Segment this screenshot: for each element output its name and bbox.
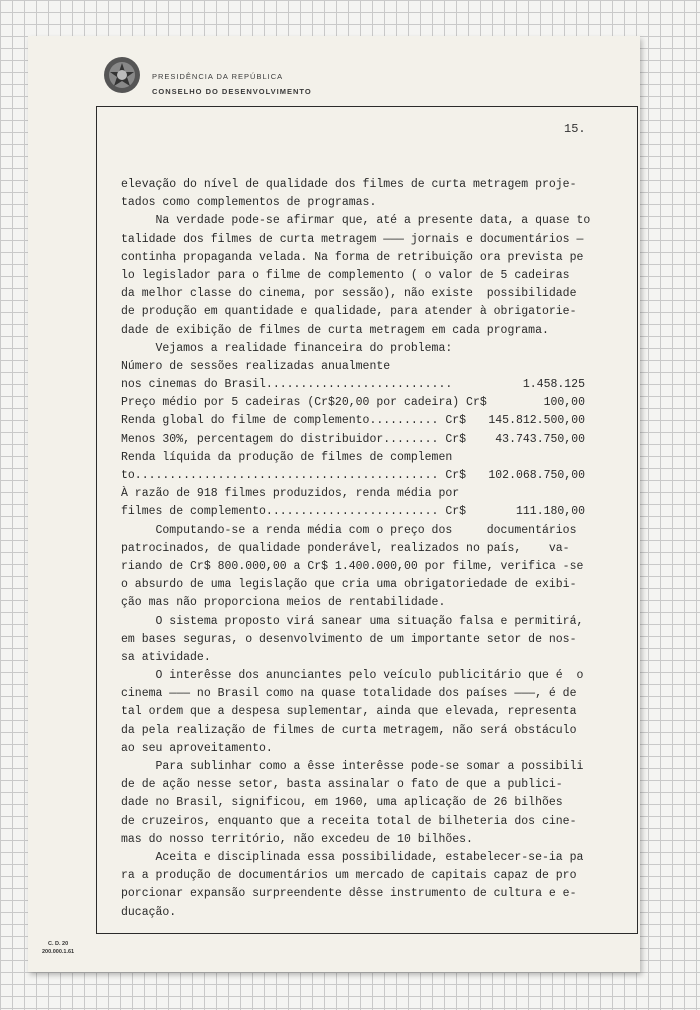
- text-line: elevação do nível de qualidade dos filmes de curta metragem proje-: [121, 178, 577, 191]
- table-row-label: Menos 30%, percentagem do distribuidor........ Cr$: [121, 432, 467, 446]
- text-line: mas do nosso território, não excedeu de 10 bilhões.: [121, 832, 473, 846]
- form-code-2: 200.000.1.61: [42, 949, 75, 955]
- text-line: da melhor classe do cinema, por sessão), não existe possibilidade: [121, 287, 577, 301]
- table-row-amount: 111.180,00: [515, 505, 585, 519]
- table-row-label: to............................................ Cr$: [121, 469, 467, 482]
- table-row-label: nos cinemas do Brasil...........................: [121, 378, 453, 392]
- text-line: o absurdo de uma legislação que cria uma obrigatoriedade de exibi-: [121, 578, 577, 592]
- table-row-amount: 102.068.750,00: [488, 469, 585, 482]
- text-line: de produção em quantidade e qualidade, para atender à obrigatorie-: [121, 305, 577, 319]
- table-row: [121, 485, 611, 503]
- text-line: ção mas não proporciona meios de rentabilidade.: [121, 596, 446, 610]
- text-line: continha propaganda velada. Na forma de retribuição ora prevista pe: [121, 250, 584, 264]
- page-number: 15.: [564, 122, 586, 136]
- coat-of-arms-seal: [102, 55, 142, 95]
- text-line: lo legislador para o filme de complemento ( o valor de 5 cadeiras: [121, 268, 570, 282]
- org-line-1: PRESIDÊNCIA DA REPÚBLICA: [152, 72, 284, 81]
- org-line-2: CONSELHO DO DESENVOLVIMENTO: [152, 87, 312, 96]
- paragraphs-top: [121, 176, 611, 358]
- table-row: [121, 449, 611, 467]
- form-code: [42, 941, 74, 957]
- text-line: dade de exibição de filmes de curta metragem em cada programa.: [121, 323, 549, 337]
- text-line: O interêsse dos anunciantes pelo veículo publicitário que é o: [121, 669, 584, 683]
- table-row-amount: 1.458.125: [522, 378, 585, 392]
- table-row-amount: 100,00: [543, 396, 585, 410]
- table-row-label: Número de sessões realizadas anualmente: [121, 359, 391, 373]
- text-line: ao seu aproveitamento.: [121, 741, 273, 755]
- table-row-label: filmes de complemento......................... Cr$: [121, 505, 467, 519]
- text-line: de cruzeiros, enquanto que a receita total de bilheteria dos cine-: [121, 814, 577, 828]
- table-row: [121, 358, 611, 376]
- table-row: [121, 412, 611, 430]
- text-line: da pela realização de filmes de curta metragem, não será obstáculo: [121, 723, 577, 737]
- table-row: [121, 503, 611, 521]
- body-text: [121, 176, 611, 922]
- text-line: O sistema proposto virá sanear uma situação falsa e permitirá,: [121, 614, 584, 628]
- letterhead: [152, 72, 312, 96]
- text-line: porcionar expansão surpreendente dêsse instrumento de cultura e e-: [121, 887, 577, 901]
- table-row-label: Preço médio por 5 cadeiras (Cr$20,00 por cadeira) Cr$: [121, 396, 487, 410]
- document-page: [28, 36, 640, 972]
- text-line: de de ação nesse setor, basta assinalar o fato de que a publici-: [121, 778, 563, 792]
- text-line: tal ordem que a despesa suplementar, ainda que elevada, representa: [121, 705, 577, 719]
- text-line: sa atividade.: [121, 650, 211, 664]
- table-row: [121, 467, 611, 485]
- table-row: [121, 431, 611, 449]
- text-line: em bases seguras, o desenvolvimento de um importante setor de nos-: [121, 632, 577, 646]
- text-line: Para sublinhar como a êsse interêsse pode-se somar a possibili: [121, 760, 584, 773]
- text-line: ducação.: [121, 905, 177, 919]
- text-line: tados como complementos de programas.: [121, 196, 377, 210]
- text-line: ra a produção de documentários um mercado de capitais capaz de pro: [121, 869, 577, 883]
- financial-table: [121, 358, 611, 522]
- table-row: [121, 376, 611, 394]
- table-row-amount: 145.812.500,00: [488, 414, 585, 428]
- text-line: dade no Brasil, significou, em 1960, uma aplicação de 26 bilhões: [121, 796, 563, 810]
- table-row-label: À razão de 918 filmes produzidos, renda média por: [121, 487, 460, 501]
- table-row-amount: 43.743.750,00: [495, 432, 585, 446]
- form-code-1: C. D. 20: [47, 941, 69, 947]
- text-line: patrocinados, de qualidade ponderável, realizados no país, va-: [121, 541, 570, 555]
- paragraphs-bottom: [121, 522, 611, 922]
- table-row-label: Renda líquida da produção de filmes de complemen: [121, 450, 453, 464]
- text-line: riando de Cr$ 800.000,00 a Cr$ 1.400.000,00 por filme, verifica -se: [121, 559, 584, 573]
- text-line: Aceita e disciplinada essa possibilidade, estabelecer-se-ia pa: [121, 850, 584, 864]
- table-row-label: Renda global do filme de complemento.......... Cr$: [121, 414, 467, 428]
- text-line: Computando-se a renda média com o preço dos documentários: [121, 523, 577, 537]
- text-line: Na verdade pode-se afirmar que, até a presente data, a quase to: [121, 214, 591, 228]
- text-line: Vejamos a realidade financeira do problema:: [121, 341, 453, 355]
- table-row: [121, 394, 611, 412]
- text-line: talidade dos filmes de curta metragem ——— jornais e documentários —: [121, 232, 584, 246]
- text-line: cinema ——— no Brasil como na quase totalidade dos países ———, é de: [121, 687, 577, 701]
